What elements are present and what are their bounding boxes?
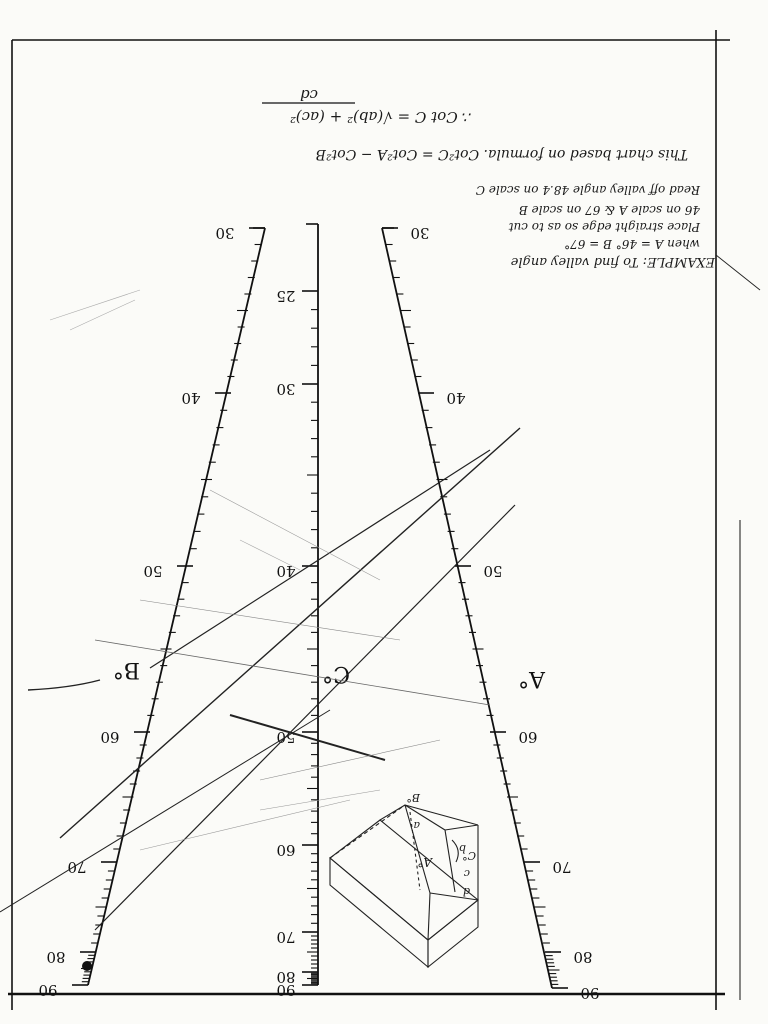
- example-step-3: Read off valley angle 48.4 on scale C: [475, 183, 700, 197]
- scale-c-name: C°: [322, 661, 350, 686]
- formula-line: This chart based on formula. Cot²C = Cot²A − Cot²B: [315, 146, 688, 162]
- scale-a-tick-label: 50: [483, 562, 503, 580]
- scale-c-tick-label: 50: [276, 728, 296, 746]
- house-labels: [406, 791, 476, 898]
- house-label-c: c: [463, 867, 470, 880]
- scale-c-tick-label: 70: [276, 928, 296, 946]
- scale-b-tick-label: 60: [100, 728, 120, 746]
- house-label-b-angle: B°: [406, 791, 420, 804]
- formula-numerator: ∴ Cot C = √(ab)² + (ac)²: [289, 108, 472, 126]
- house-label-b: b: [458, 842, 466, 855]
- scale-b: [38, 224, 265, 999]
- house-label-a-angle: A°: [417, 855, 432, 869]
- example-step-1: Place straight edge so as to cut: [508, 220, 700, 234]
- scale-a-tick-label: 40: [446, 389, 466, 407]
- formula-block: [262, 86, 688, 162]
- scale-b-name: B°: [112, 657, 140, 682]
- scale-a: [382, 224, 600, 1002]
- house-sketch: [330, 805, 478, 967]
- scale-c-tick-label: 25: [276, 287, 296, 305]
- scale-b-tick-label: 40: [181, 389, 201, 407]
- scale-a-tick-label: 60: [518, 728, 538, 746]
- scale-c-tick-label: 80: [276, 968, 296, 986]
- example-title: EXAMPLE: To find valley angle: [510, 254, 715, 269]
- scale-b-tick-label: 80: [46, 948, 66, 966]
- scale-b-tick-label: 90: [38, 981, 58, 999]
- example-notes: [476, 183, 716, 269]
- scale-c-tick-label: 90: [276, 981, 296, 999]
- scale-c-tick-label: 40: [276, 562, 296, 580]
- scale-a-tick-label: 70: [552, 858, 572, 876]
- marker-dot: [82, 961, 92, 971]
- page-frame: [8, 30, 740, 1010]
- scale-b-tick-label: 70: [67, 858, 87, 876]
- example-step-2: 46 on scale A & 67 on scale B: [518, 203, 700, 217]
- straight-edge-lines: [0, 255, 760, 930]
- house-label-c-angle: C°: [462, 849, 476, 862]
- scale-b-tick-label: 30: [215, 224, 235, 242]
- scale-b-tick-label: 50: [143, 562, 163, 580]
- scale-c-tick-label: 60: [276, 841, 296, 859]
- example-when: when A = 46° B = 67°: [564, 237, 700, 251]
- scale-a-tick-label: 30: [410, 224, 430, 242]
- house-label-d: d: [462, 885, 470, 898]
- formula-denominator: cd: [299, 86, 318, 104]
- scale-c: [276, 224, 318, 999]
- scale-a-tick-label: 80: [573, 948, 593, 966]
- scale-a-name: A°: [518, 666, 545, 691]
- scale-a-tick-label: 90: [580, 984, 600, 1002]
- scale-c-tick-label: 30: [276, 380, 296, 398]
- house-label-a: a: [413, 819, 420, 832]
